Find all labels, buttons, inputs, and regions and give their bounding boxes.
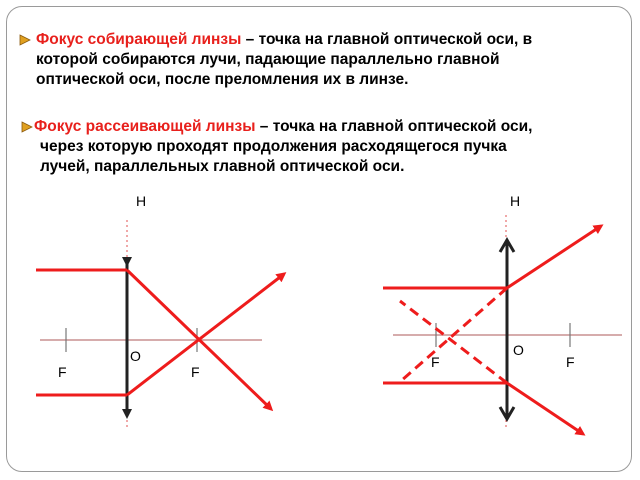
definition-diverging-text-1: – точка на главной оптической оси, xyxy=(255,118,533,135)
definition-diverging-line-3: лучей, параллельных главной оптической оси. xyxy=(40,158,405,175)
definition-converging-line-2: которой собираются лучи, падающие параллельно главной xyxy=(36,51,500,68)
optical-center-label: О xyxy=(513,342,524,358)
term-diverging-focus: Фокус рассеивающей линзы xyxy=(34,118,256,135)
focus-label-right: F xyxy=(566,354,575,370)
refracted-ray-top xyxy=(507,226,601,288)
term-converging-focus: Фокус собирающей линзы xyxy=(36,31,242,48)
lens-label: Н xyxy=(510,193,521,209)
converging-lens-diagram xyxy=(36,193,284,430)
lens-label: Н xyxy=(136,193,147,209)
definition-converging-line-3: оптической оси, после преломления их в линзе. xyxy=(36,71,409,88)
optical-center-label: О xyxy=(130,348,141,364)
focus-label-left: F xyxy=(58,364,67,380)
focus-label-left: F xyxy=(431,354,440,370)
diverging-lens-diagram xyxy=(383,193,622,434)
ray-extension-dashed-bottom xyxy=(400,301,507,383)
definition-converging-text-1: – точка на главной оптической оси, в xyxy=(241,31,533,48)
definition-diverging-line-2: через которую проходят продолжения расходящегося пучка xyxy=(40,138,507,155)
focus-label-right: F xyxy=(191,364,200,380)
refracted-ray-bottom xyxy=(507,383,583,434)
ray-extension-dashed-top xyxy=(402,288,507,380)
